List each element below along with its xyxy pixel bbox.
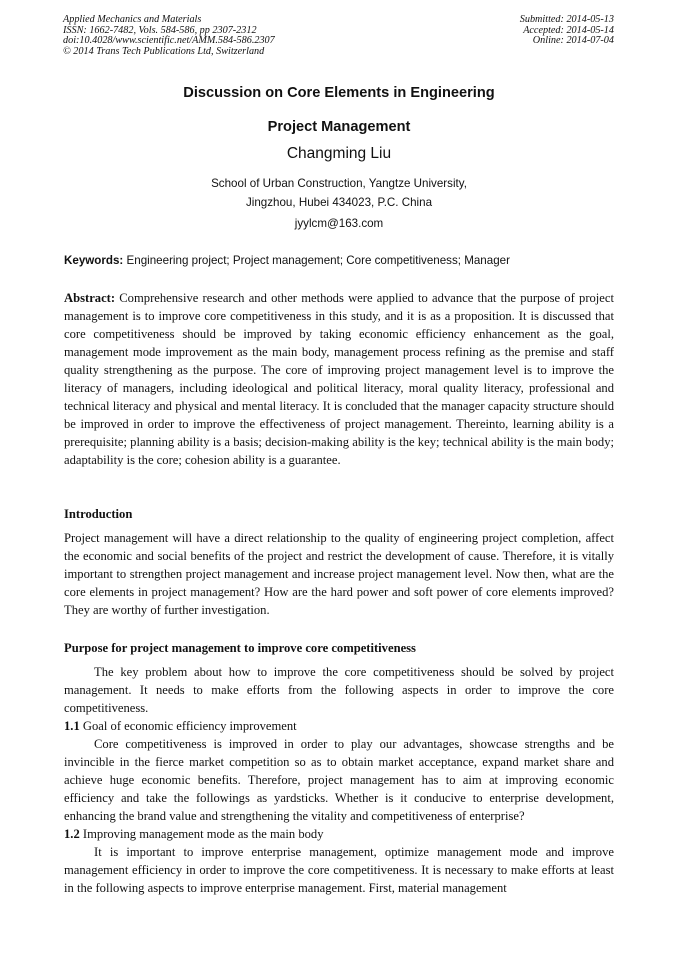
affiliation: [0, 174, 678, 212]
submitted-date: Submitted: 2014-05-13: [519, 14, 614, 25]
journal-copyright: © 2014 Trans Tech Publications Ltd, Switzerland: [63, 45, 265, 57]
affiliation-line1: School of Urban Construction, Yangtze University,: [211, 177, 467, 190]
subsection-1-1-number: 1.1: [64, 719, 80, 733]
abstract-text: Comprehensive research and other methods were applied to advance that the purpose of project management is to improve core competitiveness in this study, and it is as a proposition. It is discussed that core competitiveness should be improved by taking economic efficiency enhancement as the goal, management mode improvement as the main body, management process refining as the premise and staff quality strengthening as the purpose. The core of improving project management level is to improve the literacy of managers, including ideological and political literacy, moral quality literacy, professional and technical literacy and physical and mental literacy. It is concluded that the manager capacity structure should be improved in order to improve the effectiveness of project management. Thereinto, learning ability is a prerequisite; planning ability is a basis; decision-making ability is the key; technical ability is the main body; adaptability is the core; cohesion ability is a guarantee.: [64, 291, 614, 467]
author-email: jyylcm@163.com: [294, 217, 384, 230]
subsection-1-1-text: Core competitiveness is improved in order to play our advantages, showcase strengths and be invincible in the fierce market competition so as to obtain market acceptance, expand market share and achieve huge economic benefits. Therefore, project management has to aim at improving economic efficiency and take the followings as yardsticks. Whether is it conducive to enterprise development, enhancing the brand value and strengthening the vitality and competitiveness of enterprise?: [64, 737, 614, 823]
subsection-1-1-title: Goal of economic efficiency improvement: [82, 719, 297, 733]
abstract: [64, 289, 614, 469]
accepted-date: Accepted: 2014-05-14: [523, 24, 614, 36]
introduction-text: Project management will have a direct relationship to the quality of engineering project completion, affect the economic and social benefits of the project and restrict the development of cause. Therefore, it is vitally important to strengthen project management and increase project management level. Now then, what are the core elements in project management? How are the hard power and soft power of core elements improved? They are worthy of further investigation.: [64, 531, 614, 617]
introduction-heading: Introduction: [64, 507, 133, 521]
subsection-1-2-text: It is important to improve enterprise management, optimize management mode and improve management efficiency in order to improve the core competitiveness. It is necessary to make efforts at least in the following aspects to improve enterprise management. First, material management: [64, 845, 614, 895]
affiliation-line2: Jingzhou, Hubei 434023, P.C. China: [245, 196, 433, 209]
subsection-1-2-title: Improving management mode as the main body: [82, 827, 324, 841]
keywords-text: Engineering project; Project management; Core competitiveness; Manager: [126, 254, 510, 267]
abstract-label: Abstract:: [64, 291, 116, 305]
journal-issn: ISSN: 1662-7482, Vols. 584-586, pp 2307-2312: [63, 24, 257, 36]
subsection-1-1-heading: [64, 717, 614, 735]
keywords-label: Keywords:: [64, 254, 124, 267]
subsection-1-2-heading: [64, 825, 614, 843]
journal-header-left: [63, 15, 275, 57]
section1-intro: The key problem about how to improve the core competitiveness should be solved by project management. It needs to make efforts from the following aspects in order to improve the core competitiveness.: [64, 665, 614, 715]
journal-header-right: [520, 15, 614, 47]
paper-title: [0, 76, 678, 144]
section1-heading: Purpose for project management to improve core competitiveness: [64, 641, 416, 655]
paper-title-line1: Discussion on Core Elements in Engineering: [183, 85, 495, 101]
keywords: [64, 253, 616, 269]
journal-name: Applied Mechanics and Materials: [63, 14, 202, 25]
online-date: Online: 2014-07-04: [532, 35, 614, 47]
author-name: Changming Liu: [286, 145, 392, 162]
paper-title-line2: Project Management: [267, 119, 411, 135]
journal-doi: doi:10.4028/www.scientific.net/AMM.584-586.2307: [63, 35, 275, 47]
subsection-1-2-number: 1.2: [64, 827, 80, 841]
section1-body: [64, 663, 614, 897]
